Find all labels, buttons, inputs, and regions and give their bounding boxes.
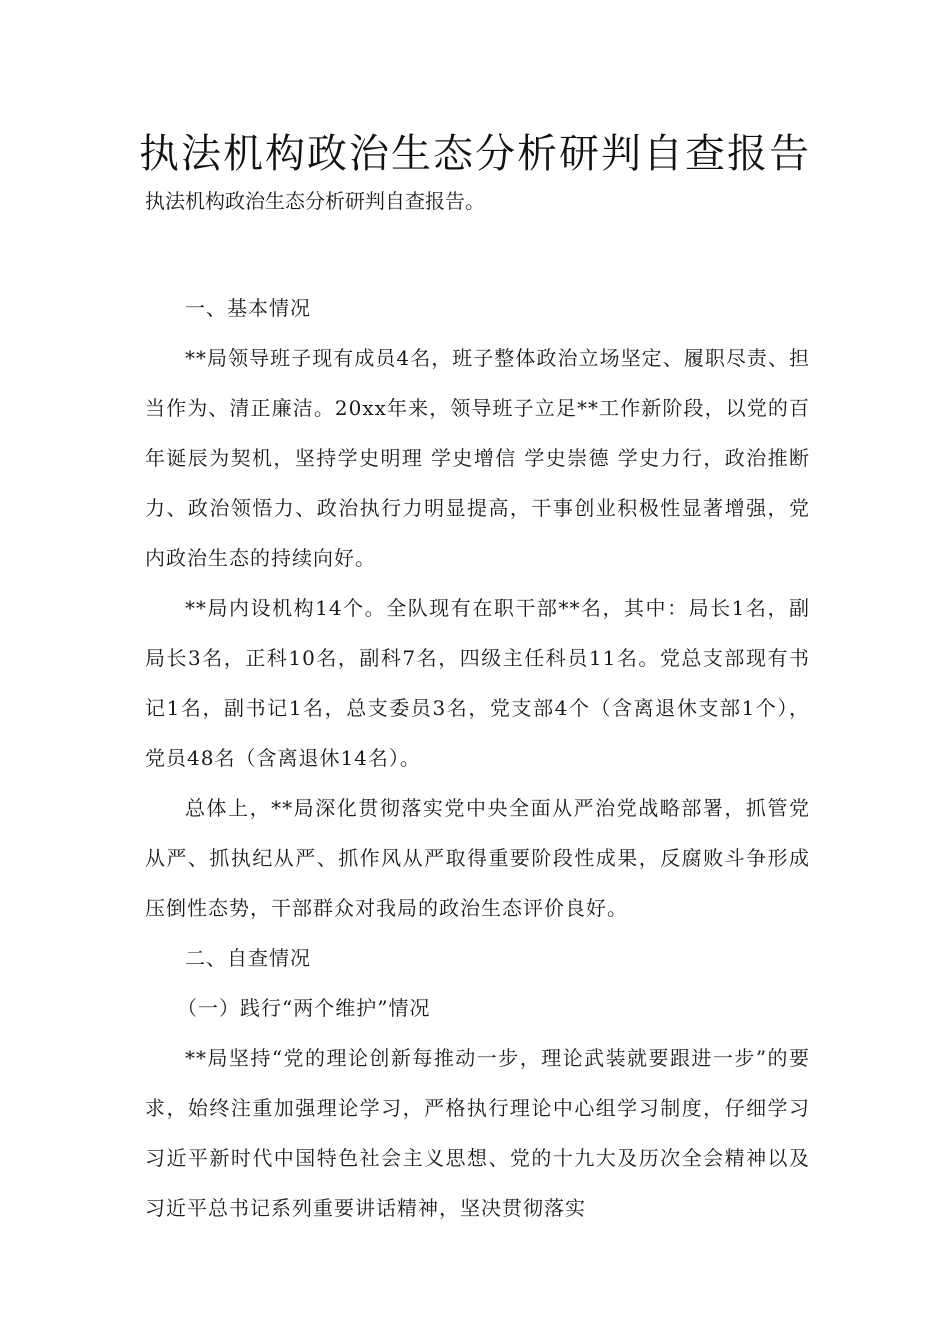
subsection-heading-two-safeguards: （一）践行“两个维护”情况 [177,996,431,1020]
document-body [145,283,810,1233]
section-heading-self-check: 二、自查情况 [185,946,311,970]
paragraph-overall: 总体上，**局深化贯彻落实党中央全面从严治党战略部署，抓管党从严、抓执纪从严、抓作风从严取得重要阶段性成果，反腐败斗争形成压倒性态势，干部群众对我局的政治生态评价良好。 [145,796,810,920]
paragraph-organization: **局内设机构14个。全队现有在职干部**名，其中：局长1名，副局长3名，正科10名，副科7名，四级主任科员11名。党总支部现有书记1名，副书记1名，总支委员3名，党支部4个（含离退休支部1个），党员48名（含离退休14名）。 [145,596,810,770]
paragraph-leadership: **局领导班子现有成员4名，班子整体政治立场坚定、履职尽责、担当作为、清正廉洁。20xx年来，领导班子立足**工作新阶段，以党的百年诞辰为契机，坚持学史明理 学史增信 学史崇德 学史力行，政治推断力、政治领悟力、政治执行力明显提高，干事创业积极性显著增强，党内政治生态的持续向好。 [145,346,810,570]
document-subtitle: 执法机构政治生态分析研判自查报告。 [145,189,485,213]
document-title: 执法机构政治生态分析研判自查报告 [139,131,811,177]
paragraph-theory-study: **局坚持“党的理论创新每推动一步，理论武装就要跟进一步”的要求，始终注重加强理论学习，严格执行理论中心组学习制度，仔细学习习近平新时代中国特色社会主义思想、党的十九大及历次全会精神以及习近平总书记系列重要讲话精神，坚决贯彻落实 [145,1046,810,1220]
section-heading-basic-situation: 一、基本情况 [185,296,311,320]
